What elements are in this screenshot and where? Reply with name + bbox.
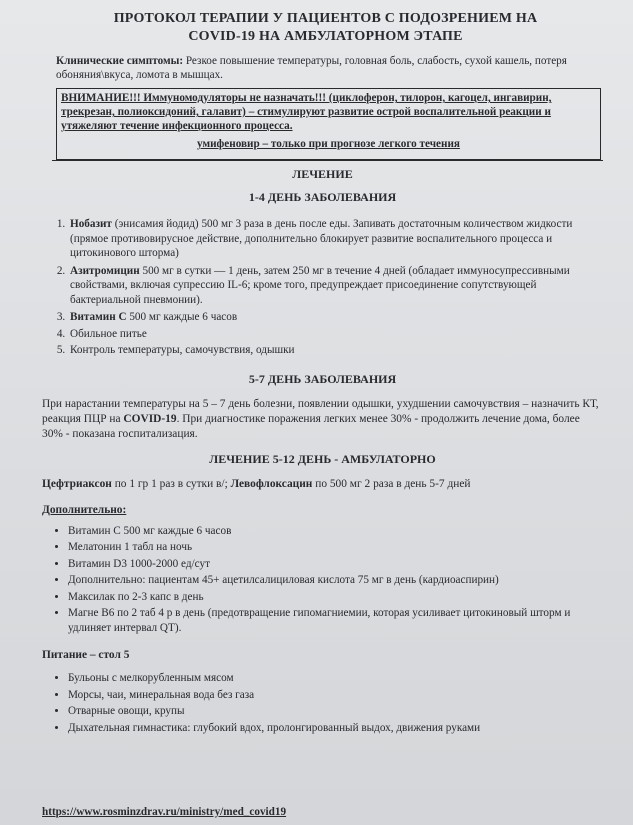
paragraph-text: . При диагностике поражения легких менее 30% - продолжить лечение дома, более 30% - показана госпитализация. bbox=[42, 412, 580, 440]
title-line-2: COVID-19 НА АМБУЛАТОРНОМ ЭТАПЕ bbox=[188, 29, 463, 44]
list-item: • Бульоны с мелкорубленным мясом bbox=[68, 671, 603, 686]
warning-box bbox=[56, 88, 601, 160]
covid-label: COVID-19 bbox=[123, 412, 177, 425]
days-5-7-heading: 5-7 ДЕНЬ ЗАБОЛЕВАНИЯ bbox=[248, 371, 397, 386]
drug-name: Витамин С bbox=[70, 311, 127, 323]
additional-heading: Дополнительно: bbox=[42, 503, 127, 516]
clinical-symptoms bbox=[56, 54, 603, 82]
list-item: • Максилак по 2-3 капс в день bbox=[68, 590, 603, 605]
title-line-1: ПРОТОКОЛ ТЕРАПИИ У ПАЦИЕНТОВ С ПОДОЗРЕНИЕМ НА bbox=[113, 11, 538, 26]
item-text: 500 мг каждые 6 часов bbox=[126, 311, 238, 323]
list-item: • Дополнительно: пациентам 45+ ацетилсалициловая кислота 75 мг в день (кардиоаспирин) bbox=[68, 573, 603, 588]
days-5-12-heading: ЛЕЧЕНИЕ 5-12 ДЕНЬ - АМБУЛАТОРНО bbox=[209, 451, 436, 466]
warning-text: (циклоферон, тилорон, кагоцел, ингавирин, трекрезан, полиоксидоний, галавит) – стимулируют развитие острой воспалительной реакции и утяжеляют течение инфекционного процесса. bbox=[61, 92, 552, 132]
item-text: Контроль температуры, самочувствия, одышки bbox=[70, 344, 295, 356]
list-item bbox=[68, 310, 603, 325]
drug-name: Азитромицин bbox=[70, 264, 140, 277]
list-item: • Витамин С 500 мг каждые 6 часов bbox=[68, 524, 603, 539]
days-1-4-heading: 1-4 ДЕНЬ ЗАБОЛЕВАНИЯ bbox=[248, 190, 397, 204]
list-item: • Дыхательная гимнастика: глубокий вдох, пролонгированный выдох, движения руками bbox=[68, 721, 603, 736]
antibiotics-line bbox=[42, 477, 603, 492]
list-item: • Витамин D3 1000-2000 ед/сут bbox=[68, 557, 603, 572]
item-text: 500 мг в сутки — 1 день, затем 250 мг в течение 4 дней (обладает иммуносупрессивными свойствами, включая супрессию IL-6; кроме того, предупреждает присоединение сопутствующей бактериальной пневмонии). bbox=[70, 264, 570, 306]
list-item: • Магне В6 по 2 таб 4 р в день (предотвращение гипомагниемии, которая усиливает цитокиновый шторм и удлиняет интервал QT). bbox=[68, 606, 603, 635]
list-item: • Отварные овощи, крупы bbox=[68, 704, 603, 719]
warning-headline: ВНИМАНИЕ!!! Иммуномодуляторы не назначать!!! bbox=[61, 92, 326, 104]
item-text: по 1 гр 1 раз в сутки в/; bbox=[111, 477, 231, 490]
symptoms-label: Клинические симптомы: bbox=[56, 55, 184, 67]
drug-name: Цефтриаксон bbox=[42, 477, 112, 490]
additional-list bbox=[42, 524, 603, 636]
nutrition-list bbox=[42, 671, 603, 735]
list-item bbox=[68, 264, 603, 308]
days-1-4-list bbox=[42, 217, 603, 358]
list-item: • Мелатонин 1 табл на ночь bbox=[68, 540, 603, 555]
treatment-heading: ЛЕЧЕНИЕ bbox=[292, 167, 353, 181]
divider bbox=[52, 160, 603, 161]
drug-name: Левофлоксацин bbox=[230, 477, 313, 490]
list-item bbox=[68, 327, 603, 342]
document-title bbox=[42, 10, 603, 46]
item-text: (энисамия йодид) 500 мг 3 раза в день после еды. Запивать достаточным количеством жидкости (прямое противовирусное действие, дополнительно блокирует развитие воспалительного процесса и цитокинового шторма) bbox=[70, 218, 573, 259]
item-text: Обильное питье bbox=[70, 327, 147, 340]
warning-note: умифеновир – только при прогнозе легкого течения bbox=[197, 138, 460, 150]
list-item bbox=[68, 343, 603, 358]
drug-name: Нобазит bbox=[70, 218, 112, 230]
ministry-link[interactable]: https://www.rosminzdrav.ru/ministry/med_covid19 bbox=[42, 806, 287, 818]
paragraph-text: При нарастании температуры на 5 – 7 день болезни, появлении одышки, ухудшении самочувствия – назначить КТ, реакция ПЦР на bbox=[42, 397, 599, 425]
nutrition-heading: Питание – стол 5 bbox=[42, 649, 130, 661]
list-item: • Морсы, чаи, минеральная вода без газа bbox=[68, 688, 603, 703]
list-item bbox=[68, 217, 603, 261]
days-5-7-paragraph bbox=[42, 397, 603, 442]
symptoms-text: Резкое повышение температуры, головная боль, слабость, сухой кашель, потеря обоняния\вкуса, ломота в мышцах. bbox=[56, 55, 567, 81]
item-text: по 500 мг 2 раза в день 5-7 дней bbox=[312, 477, 471, 490]
